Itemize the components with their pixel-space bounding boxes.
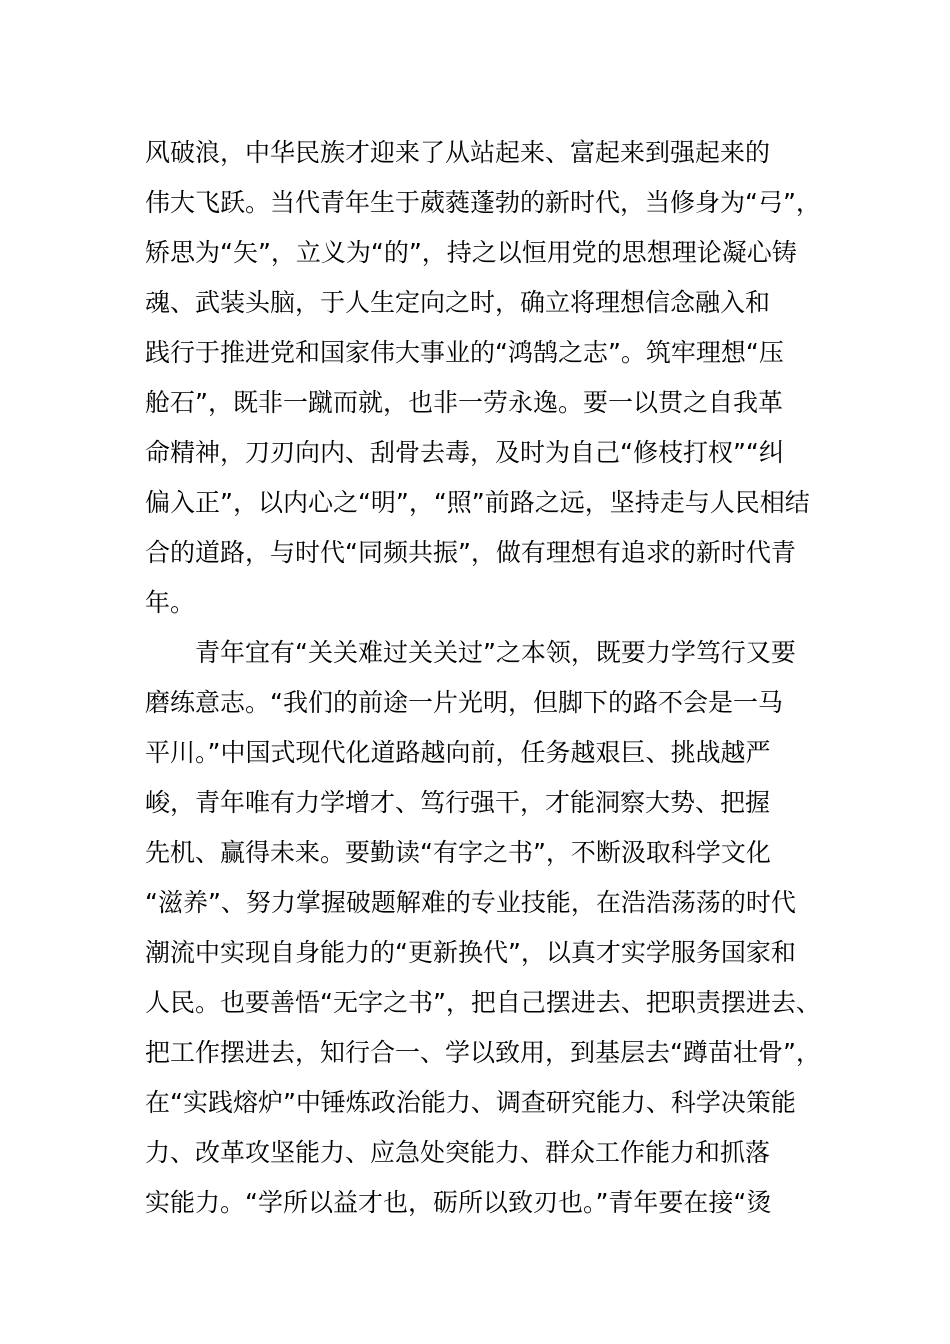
text-line-21: 力、改革攻坚能力、应急处突能力、群众工作能力和抓落 [145, 1138, 771, 1167]
text-line-15: 先机、赢得未来。要勤读“有字之书”，不断汲取科学文化 [145, 838, 771, 867]
text-line-11: 青年宜有“关关难过关关过”之本领，既要力学笃行又要 [145, 638, 796, 667]
text-line-12: 磨练意志。“我们的前途一片光明，但脚下的路不会是一马 [145, 688, 783, 717]
text-line-18: 人民。也要善悟“无字之书”，把自己摆进去、把职责摆进去、 [145, 988, 821, 1017]
text-line-2: 伟大飞跃。当代青年生于葳蕤蓬勃的新时代，当修身为“弓”， [145, 188, 821, 217]
text-line-19: 把工作摆进去，知行合一、学以致用，到基层去“蹲苗壮骨”， [145, 1038, 821, 1067]
text-line-14: 峻，青年唯有力学增才、笃行强干，才能洞察大势、把握 [145, 788, 771, 817]
text-line-5: 践行于推进党和国家伟大事业的“鸿鹄之志”。筑牢理想“压 [145, 338, 784, 367]
text-line-1: 风破浪，中华民族才迎来了从站起来、富起来到强起来的 [145, 138, 771, 167]
body-text [145, 128, 825, 1228]
text-line-8: 偏入正”，以内心之“明”，“照”前路之远，坚持走与人民相结 [145, 488, 810, 517]
text-line-3: 矫思为“矢”，立义为“的”，持之以恒用党的思想理论凝心铸 [145, 238, 797, 267]
text-line-9: 合的道路，与时代“同频共振”，做有理想有追求的新时代青 [145, 538, 796, 567]
text-line-7: 命精神，刀刃向内、刮骨去毒，及时为自己“修枝打杈”“纠 [145, 438, 784, 467]
text-line-10: 年。 [145, 588, 196, 617]
text-line-16: “滋养”、努力掌握破题解难的专业技能，在浩浩荡荡的时代 [145, 888, 796, 917]
text-line-22: 实能力。“学所以益才也，砺所以致刃也。”青年要在接“烫 [145, 1188, 772, 1217]
text-line-6: 舱石”，既非一蹴而就，也非一劳永逸。要一以贯之自我革 [145, 388, 783, 417]
text-line-13: 平川。”中国式现代化道路越向前，任务越艰巨、挑战越严 [145, 738, 771, 767]
text-line-17: 潮流中实现自身能力的“更新换代”，以真才实学服务国家和 [145, 938, 796, 967]
text-line-4: 魂、武装头脑，于人生定向之时，确立将理想信念融入和 [145, 288, 771, 317]
text-line-20: 在“实践熔炉”中锤炼政治能力、调查研究能力、科学决策能 [145, 1088, 796, 1117]
